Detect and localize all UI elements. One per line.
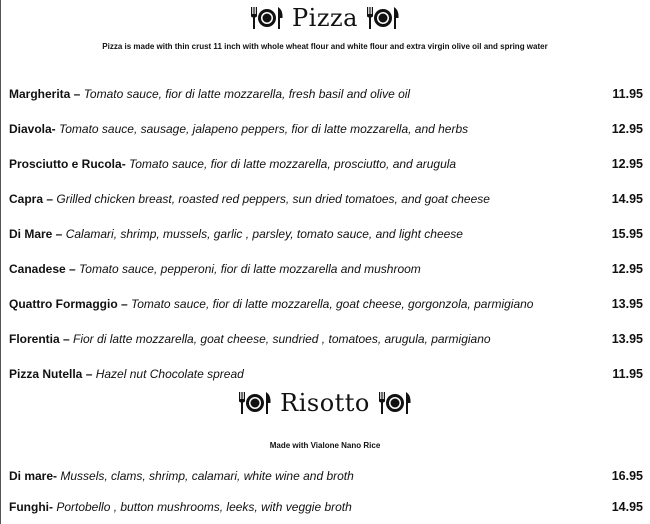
item-name: Prosciutto e Rucola- [9, 157, 130, 171]
fork-plate-knife-icon [364, 4, 402, 32]
item-description: Calamari, shrimp, mussels, garlic , parsley, tomato sauce, and light cheese [65, 227, 463, 241]
item-name: Diavola- [9, 122, 60, 136]
item-description: Grilled chicken breast, roasted red peppers, sun dried tomatoes, and goat cheese [56, 192, 490, 206]
menu-item [9, 500, 643, 514]
item-price: 15.95 [611, 227, 643, 241]
menu-item [9, 87, 643, 101]
risotto-heading [0, 389, 650, 417]
item-description: Tomato sauce, pepperoni, fior di latte mozzarella and mushroom [79, 262, 421, 276]
item-price: 12.95 [611, 157, 643, 171]
menu-item [9, 122, 643, 136]
item-name: Florentia – [9, 332, 74, 346]
item-description: Tomato sauce, sausage, jalapeno peppers, fior di latte mozzarella, and herbs [59, 122, 469, 136]
item-description: Portobello , button mushrooms, leeks, with veggie broth [56, 500, 352, 514]
item-name: Di mare- [9, 469, 61, 483]
item-price: 12.95 [611, 122, 643, 136]
pizza-subtitle: Pizza is made with thin crust 11 inch with whole wheat flour and white flour and extra virgin olive oil and spring water [102, 42, 548, 51]
item-description: Fior di latte mozzarella, goat cheese, sundried , tomatoes, arugula, parmigiano [73, 332, 491, 346]
menu-item [9, 367, 643, 381]
item-name: Pizza Nutella – [9, 367, 96, 381]
risotto-title: Risotto [280, 389, 370, 417]
item-name: Canadese – [9, 262, 80, 276]
item-name: Funghi- [9, 500, 57, 514]
menu-item [9, 332, 643, 346]
item-price: 11.95 [612, 367, 643, 381]
fork-plate-knife-icon [236, 389, 274, 417]
pizza-title: Pizza [292, 4, 358, 32]
item-description: Tomato sauce, fior di latte mozzarella, prosciutto, and arugula [129, 157, 457, 171]
item-description: Tomato sauce, fior di latte mozzarella, goat cheese, gorgonzola, parmigiano [131, 297, 534, 311]
item-name: Di Mare – [9, 227, 66, 241]
menu-item [9, 469, 643, 483]
pizza-heading [0, 4, 650, 32]
risotto-subtitle: Made with Vialone Nano Rice [269, 441, 381, 450]
item-price: 14.95 [611, 192, 643, 206]
item-price: 12.95 [611, 262, 643, 276]
item-price: 14.95 [611, 500, 643, 514]
item-price: 13.95 [611, 297, 643, 311]
item-name: Margherita – [9, 87, 84, 101]
fork-plate-knife-icon [376, 389, 414, 417]
item-name: Capra – [9, 192, 57, 206]
menu-item [9, 192, 643, 206]
menu-item [9, 157, 643, 171]
item-price: 16.95 [611, 469, 643, 483]
item-price: 13.95 [611, 332, 643, 346]
item-price: 11.95 [612, 87, 643, 101]
menu-item [9, 297, 643, 311]
item-description: Hazel nut Chocolate spread [95, 367, 244, 381]
menu-item [9, 227, 643, 241]
menu-item [9, 262, 643, 276]
item-description: Mussels, clams, shrimp, calamari, white wine and broth [60, 469, 354, 483]
item-description: Tomato sauce, fior di latte mozzarella, fresh basil and olive oil [83, 87, 411, 101]
fork-plate-knife-icon [248, 4, 286, 32]
item-name: Quattro Formaggio – [9, 297, 132, 311]
